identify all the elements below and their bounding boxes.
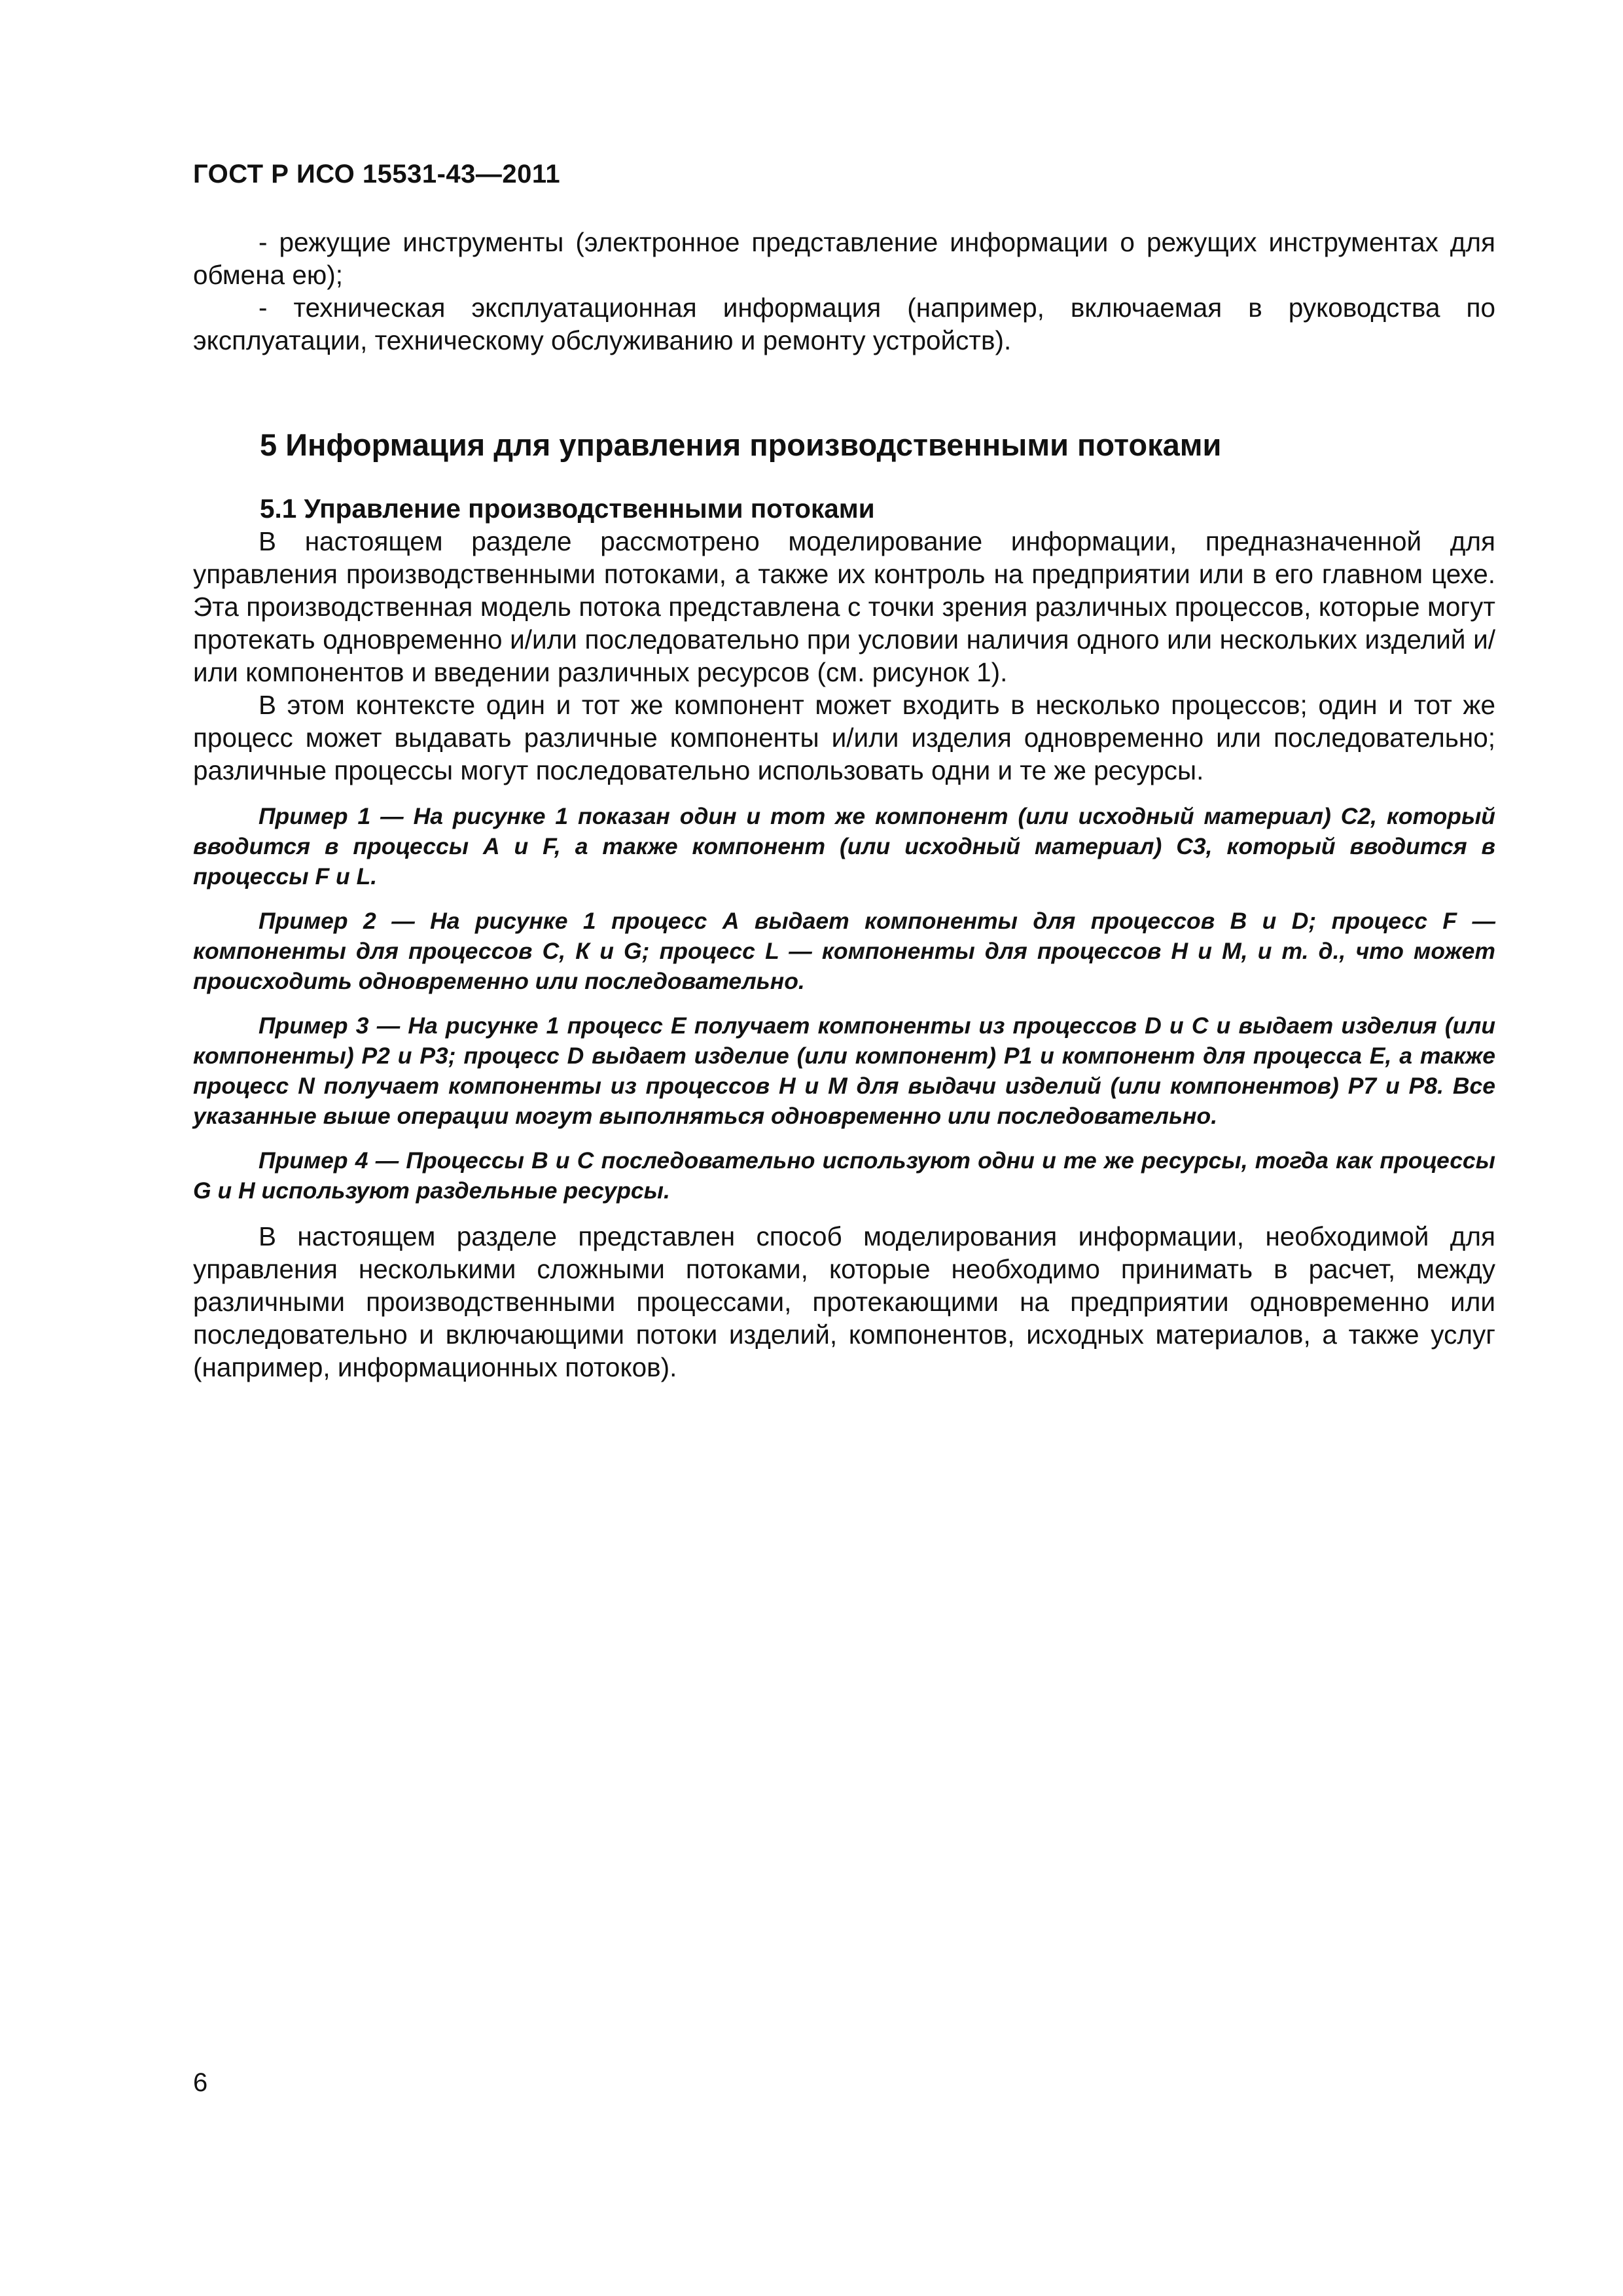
paragraph: В этом контексте один и тот же компонент может входить в несколько процессов; один и тот же процесс может выдавать различные компоненты и/или изделия одновременно или последовательно; различные процессы могут последовательно использовать одни и те же ресурсы. (193, 690, 1495, 785)
document-body (193, 226, 1495, 1384)
example-4: Пример 4 — Процессы В и С последовательно используют одни и те же ресурсы, тогда как процессы G и Н используют раздельные ресурсы. (193, 1147, 1495, 1204)
paragraph: В настоящем разделе рассмотрено моделирование информации, предназначенной для управления производственными потоками, а также их контроль на предприятии или в его главном цехе. Эта производственная модель потока представлена с точки зрения различных процессов, которые могут протекать одновременно и/или последовательно при условии наличия одного или нескольких изделий и/или компонентов и введении различных ресурсов (см. рисунок 1). (193, 526, 1495, 687)
example-3: Пример 3 — На рисунке 1 процесс Е получает компоненты из процессов D и С и выдает изделия (или компоненты) Р2 и Р3; процесс D выдает изделие (или компонент) Р1 и компонент для процесса Е, а также процесс N получает компоненты из процессов Н и М для выдачи изделий (или компонентов) Р7 и Р8. Все указанные выше операции могут выполняться одновременно или последовательно. (193, 1013, 1495, 1129)
example-2: Пример 2 — На рисунке 1 процесс А выдает компоненты для процессов В и D; процесс F — компоненты для процессов С, К и G; процесс L — компоненты для процессов Н и М, и т. д., что может происходить одновременно или последовательно. (193, 908, 1495, 994)
list-item: - техническая эксплуатационная информация (например, включаемая в руководства по эксплуатации, техническому обслуживанию и ремонту устройств). (193, 293, 1495, 355)
example-1: Пример 1 — На рисунке 1 показан один и тот же компонент (или исходный материал) С2, который вводится в процессы А и F, а также компонент (или исходный материал) С3, который вводится в процессы F и L. (193, 803, 1495, 889)
list-item: - режущие инструменты (электронное представление информации о режущих инструментах для обмена ею); (193, 227, 1495, 290)
subsection-title: 5.1 Управление производственными потоками (260, 493, 875, 524)
document-header: ГОСТ Р ИСО 15531-43—2011 (193, 160, 561, 188)
section-title: 5 Информация для управления производственными потоками (260, 427, 1222, 462)
closing-paragraph: В настоящем разделе представлен способ моделирования информации, необходимой для управления несколькими сложными потоками, которые необходимо принимать в расчет, между различными производственными процессами, протекающими на предприятии одновременно или последовательно и включающими потоки изделий, компонентов, исходных материалов, а также услуг (например, информационных потоков). (193, 1221, 1495, 1382)
page-number: 6 (193, 2068, 208, 2097)
